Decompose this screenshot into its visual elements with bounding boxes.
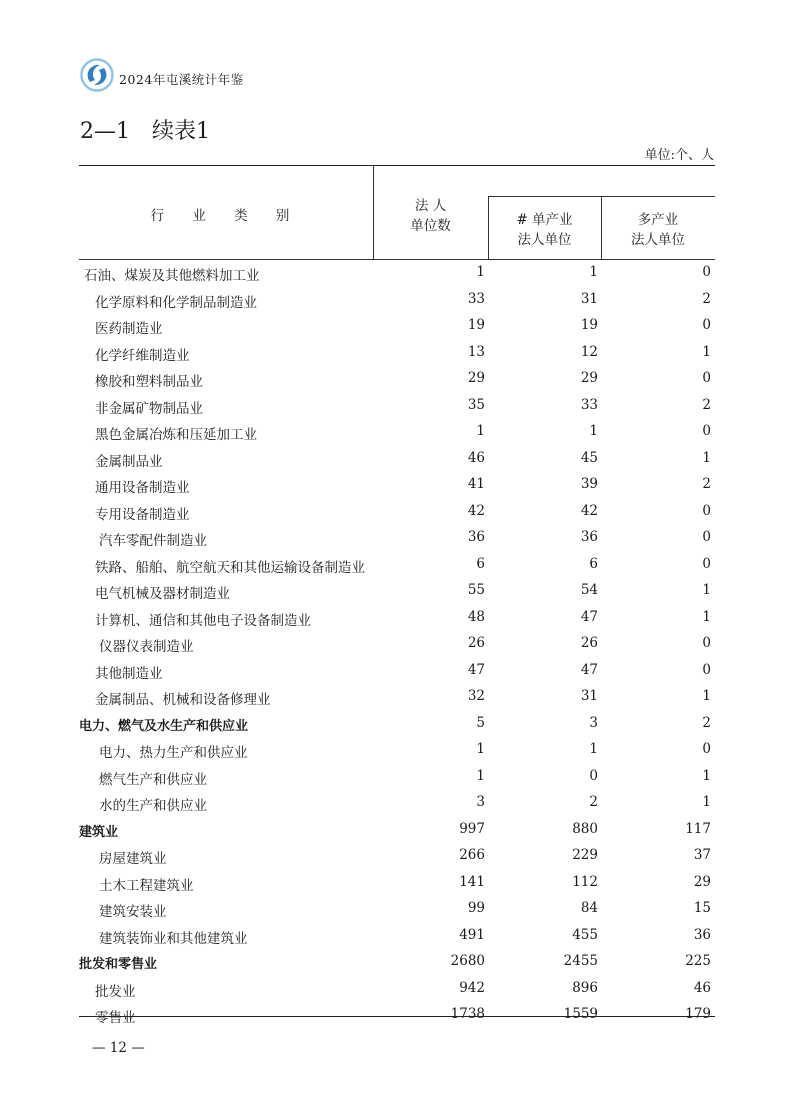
- value-single-industry: 33: [580, 396, 598, 413]
- value-multi-industry: 0: [702, 423, 711, 439]
- value-multi-industry: 1: [702, 767, 711, 784]
- value-single-industry: 112: [572, 873, 598, 890]
- table-row: [79, 1001, 715, 1028]
- table-row: [79, 551, 715, 578]
- section-number: 2—1: [80, 119, 130, 144]
- value-multi-industry: 1: [702, 582, 711, 598]
- row-name: 电力、热力生产和供应业: [99, 745, 248, 761]
- value-multi-industry: 1: [702, 343, 711, 360]
- value-multi-industry: 29: [693, 873, 711, 890]
- header-subrule: [488, 196, 715, 197]
- row-name: 建筑业: [79, 824, 119, 840]
- value-multi-industry: 0: [702, 635, 711, 651]
- header-single-industry: # 单产业 法人单位: [516, 212, 573, 248]
- table-row: [79, 736, 715, 763]
- value-single-industry: 29: [580, 370, 598, 386]
- value-legal-units: 48: [467, 608, 485, 625]
- table-row: [79, 418, 715, 445]
- value-single-industry: 0: [589, 767, 598, 784]
- value-legal-units: 1: [476, 423, 485, 439]
- table-row: [79, 339, 715, 366]
- row-name: 零售业: [95, 1010, 136, 1026]
- table-row: [79, 763, 715, 790]
- section-title-text: 续表1: [152, 119, 210, 144]
- value-multi-industry: 0: [702, 661, 711, 678]
- value-legal-units: 266: [459, 847, 485, 863]
- value-legal-units: 1: [476, 741, 485, 757]
- value-multi-industry: 225: [685, 953, 711, 969]
- row-name: 建筑安装业: [99, 904, 167, 920]
- row-name: 其他制造业: [95, 665, 163, 682]
- row-name: 石油、煤炭及其他燃料加工业: [84, 268, 260, 284]
- value-legal-units: 36: [467, 529, 485, 545]
- value-single-industry: 26: [580, 635, 598, 651]
- row-name: 房屋建筑业: [99, 851, 167, 867]
- value-single-industry: 880: [572, 820, 598, 837]
- section-title: [80, 114, 210, 145]
- value-single-industry: 31: [580, 290, 598, 307]
- table-row: [79, 895, 715, 922]
- row-name: 批发业: [95, 983, 136, 1000]
- row-name: 化学原料和化学制品制造业: [95, 294, 257, 311]
- row-name: 橡胶和塑料制品业: [95, 374, 203, 390]
- table-row: [79, 657, 715, 684]
- table-row: [79, 577, 715, 604]
- value-single-industry: 1: [589, 741, 598, 757]
- value-legal-units: 997: [459, 820, 485, 837]
- table-top-rule: [79, 165, 715, 166]
- value-single-industry: 455: [572, 926, 598, 943]
- value-multi-industry: 0: [702, 741, 711, 757]
- row-name: 电气机械及器材制造业: [95, 586, 230, 602]
- table-row: [79, 922, 715, 949]
- value-legal-units: 6: [476, 555, 485, 572]
- value-multi-industry: 36: [693, 926, 711, 943]
- table-row: [79, 312, 715, 339]
- unit-label: 单位:个、人: [644, 148, 714, 163]
- table-row: [79, 869, 715, 896]
- row-name: 化学纤维制造业: [95, 347, 190, 364]
- value-multi-industry: 0: [702, 370, 711, 386]
- value-multi-industry: 15: [693, 900, 711, 916]
- row-name: 医药制造业: [95, 321, 163, 337]
- row-name: 专用设备制造业: [95, 506, 190, 523]
- table-row: [79, 524, 715, 551]
- value-single-industry: 1: [589, 423, 598, 439]
- value-single-industry: 19: [580, 317, 598, 333]
- table-row: [79, 498, 715, 525]
- yearbook-logo-icon: [80, 58, 114, 92]
- value-single-industry: 12: [580, 343, 598, 360]
- value-multi-industry: 0: [702, 317, 711, 333]
- table-row: [79, 259, 715, 286]
- value-legal-units: 1: [476, 264, 485, 280]
- value-multi-industry: 2: [702, 714, 711, 731]
- value-legal-units: 41: [467, 476, 485, 492]
- value-legal-units: 13: [467, 343, 485, 360]
- value-single-industry: 54: [580, 582, 598, 598]
- value-multi-industry: 1: [702, 608, 711, 625]
- value-legal-units: 32: [467, 688, 485, 704]
- header-category: 行 业 类 别: [150, 208, 302, 224]
- value-single-industry: 45: [580, 449, 598, 466]
- table-row: [79, 683, 715, 710]
- value-multi-industry: 0: [702, 502, 711, 519]
- value-legal-units: 942: [459, 979, 485, 996]
- row-name: 土木工程建筑业: [99, 877, 194, 894]
- value-legal-units: 29: [467, 370, 485, 386]
- value-single-industry: 42: [580, 502, 598, 519]
- value-legal-units: 3: [476, 794, 485, 810]
- value-multi-industry: 1: [702, 449, 711, 466]
- header-multi-industry: 多产业 法人单位: [631, 212, 685, 248]
- value-multi-industry: 0: [702, 264, 711, 280]
- book-title: 2024年屯溪统计年鉴: [119, 72, 244, 87]
- row-name: 燃气生产和供应业: [99, 771, 207, 788]
- table-row: [79, 710, 715, 737]
- value-multi-industry: 1: [702, 688, 711, 704]
- row-name: 黑色金属冶炼和压延加工业: [95, 427, 257, 443]
- row-name: 计算机、通信和其他电子设备制造业: [95, 612, 311, 629]
- value-multi-industry: 0: [702, 529, 711, 545]
- row-name: 通用设备制造业: [95, 480, 190, 496]
- value-single-industry: 229: [572, 847, 598, 863]
- value-multi-industry: 46: [693, 979, 711, 996]
- value-single-industry: 2455: [563, 953, 598, 969]
- table-row: [79, 816, 715, 843]
- value-single-industry: 47: [580, 608, 598, 625]
- table-row: [79, 630, 715, 657]
- table-row: [79, 286, 715, 313]
- value-single-industry: 2: [589, 794, 598, 810]
- value-single-industry: 31: [580, 688, 598, 704]
- value-legal-units: 26: [467, 635, 485, 651]
- row-name: 铁路、船舶、航空航天和其他运输设备制造业: [95, 559, 365, 576]
- row-name: 电力、燃气及水生产和供应业: [79, 718, 249, 734]
- row-name: 汽车零配件制造业: [99, 533, 207, 549]
- row-name: 非金属矿物制品业: [95, 400, 203, 417]
- table-row: [79, 789, 715, 816]
- value-legal-units: 141: [459, 873, 485, 890]
- value-multi-industry: 2: [702, 396, 711, 413]
- value-legal-units: 491: [459, 926, 485, 943]
- row-name: 水的生产和供应业: [99, 798, 207, 814]
- value-legal-units: 1738: [450, 1006, 485, 1022]
- value-legal-units: 47: [467, 661, 485, 678]
- table-row: [79, 604, 715, 631]
- table-row: [79, 445, 715, 472]
- value-legal-units: 33: [467, 290, 485, 307]
- value-single-industry: 47: [580, 661, 598, 678]
- row-name: 金属制品、机械和设备修理业: [95, 692, 271, 708]
- value-legal-units: 19: [467, 317, 485, 333]
- value-multi-industry: 179: [685, 1006, 711, 1022]
- table-row: [79, 975, 715, 1002]
- page-number: — 12 —: [92, 1040, 145, 1056]
- value-single-industry: 6: [589, 555, 598, 572]
- table-body: [79, 259, 715, 1028]
- value-single-industry: 896: [572, 979, 598, 996]
- value-legal-units: 5: [476, 714, 485, 731]
- value-single-industry: 36: [580, 529, 598, 545]
- table-row: [79, 392, 715, 419]
- value-single-industry: 39: [580, 476, 598, 492]
- value-single-industry: 1: [589, 264, 598, 280]
- value-single-industry: 3: [589, 714, 598, 731]
- value-multi-industry: 2: [702, 476, 711, 492]
- value-legal-units: 99: [467, 900, 485, 916]
- row-name: 建筑装饰业和其他建筑业: [99, 930, 248, 947]
- value-legal-units: 55: [467, 582, 485, 598]
- value-single-industry: 84: [580, 900, 598, 916]
- value-multi-industry: 0: [702, 555, 711, 572]
- value-legal-units: 46: [467, 449, 485, 466]
- value-legal-units: 42: [467, 502, 485, 519]
- value-multi-industry: 2: [702, 290, 711, 307]
- row-name: 金属制品业: [95, 453, 163, 470]
- value-multi-industry: 117: [685, 820, 711, 837]
- value-legal-units: 1: [476, 767, 485, 784]
- row-name: 批发和零售业: [79, 957, 158, 972]
- value-multi-industry: 1: [702, 794, 711, 810]
- value-legal-units: 35: [467, 396, 485, 413]
- value-multi-industry: 37: [693, 847, 711, 863]
- value-legal-units: 2680: [450, 953, 485, 969]
- table-row: [79, 842, 715, 869]
- table-row: [79, 365, 715, 392]
- table-bottom-rule: [79, 1016, 715, 1017]
- value-single-industry: 1559: [563, 1006, 598, 1022]
- row-name: 仪器仪表制造业: [99, 639, 194, 655]
- header-legal-units: 法 人 单位数: [410, 198, 451, 234]
- table-row: [79, 948, 715, 975]
- table-row: [79, 471, 715, 498]
